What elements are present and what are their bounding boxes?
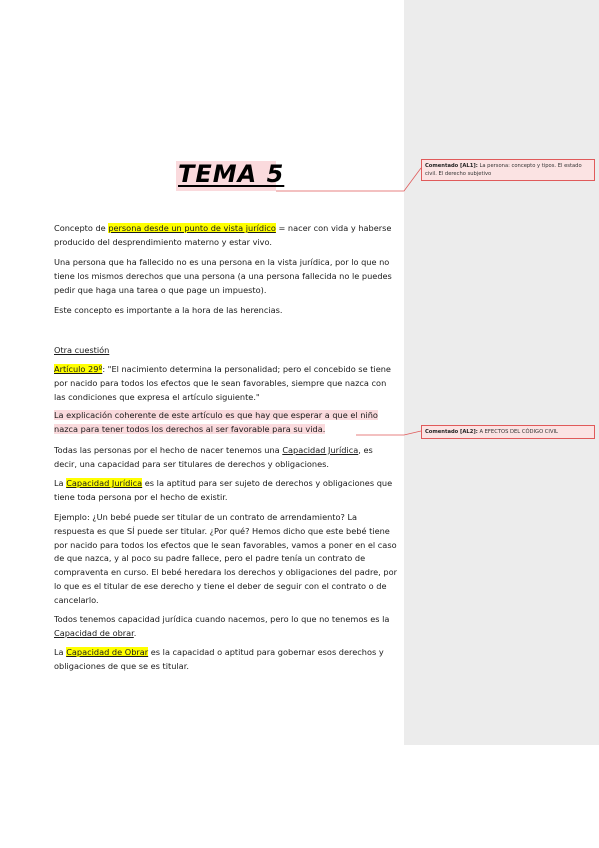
highlight-capacidad-juridica: Capacidad Jurídica bbox=[66, 478, 143, 488]
paragraph-article-29: Artículo 29º: "El nacimiento determina la personalidad; pero el concebido se tiene por nacido para todos los efectos que le sean favorables, siempre que nazca con las condiciones que expresa el artículo siguiente." bbox=[54, 364, 391, 402]
paragraph-example: Ejemplo: ¿Un bebé puede ser titular de un contrato de arrendamiento? La respuesta es que SÍ puede ser titular. ¿Por qué? Hemos dicho que este bebé tiene por nacido para todos los efectos que le sean favorables, vamos a poner en el caso de que nazca, y al poco su padre fallece, pero el padre tenía un contrato de compraventa en curso. El bebé heredara los derechos y obligaciones del padre, por lo que es el titular de ese derecho y tiene el deber de seguir con el contrato o de cancelarlo. bbox=[54, 512, 397, 605]
page-title: TEMA 5 bbox=[178, 160, 285, 188]
paragraph-explanation bbox=[54, 409, 397, 437]
comment-al2[interactable]: Comentado [AL2]: A EFECTOS DEL CÓDIGO CIVIL bbox=[421, 425, 595, 439]
comment-margin-panel bbox=[404, 0, 599, 745]
paragraph-definition: La Capacidad Jurídica es la aptitud para ser sujeto de derechos y obligaciones que tiene toda persona por el hecho de existir. bbox=[54, 478, 393, 502]
commented-text: La explicación coherente de este artículo es que hay que esperar a que el niño nazca para tener todos los derechos al ser favorable para su vida. bbox=[54, 410, 378, 434]
paragraph-capacidad-juridica: Todas las personas por el hecho de nacer tenemos una Capacidad Jurídica, es decir, una capacidad para ser titulares de derechos y obligaciones. bbox=[54, 445, 373, 469]
section-heading: Otra cuestión bbox=[54, 345, 110, 355]
paragraph-capacidad-obrar-intro: Todos tenemos capacidad jurídica cuando nacemos, pero lo que no tenemos es la Capacidad de obrar. bbox=[54, 614, 390, 638]
highlight-article: Artículo 29º bbox=[54, 364, 103, 374]
highlight-persona: persona desde un punto de vista jurídico bbox=[108, 223, 276, 233]
paragraph-capacidad-obrar: La Capacidad de Obrar es la capacidad o aptitud para gobernar esos derechos y obligaciones de que se es titular. bbox=[54, 647, 384, 671]
paragraph-inheritance: Este concepto es importante a la hora de las herencias. bbox=[54, 305, 283, 315]
comment-al1[interactable]: Comentado [AL1]: La persona: concepto y tipos. El estado civil. El derecho subjetivo bbox=[421, 159, 595, 181]
highlight-capacidad-obrar: Capacidad de Obrar bbox=[66, 647, 149, 657]
paragraph-deceased: Una persona que ha fallecido no es una persona en la vista jurídica, por lo que no tiene los mismos derechos que una persona (a una persona fallecida no le puedes pedir que haga una tarea o que page un impuesto). bbox=[54, 257, 392, 295]
paragraph-concept: Concepto de persona desde un punto de vista jurídico = nacer con vida y haberse producido del desprendimiento materno y estar vivo. bbox=[54, 223, 392, 247]
